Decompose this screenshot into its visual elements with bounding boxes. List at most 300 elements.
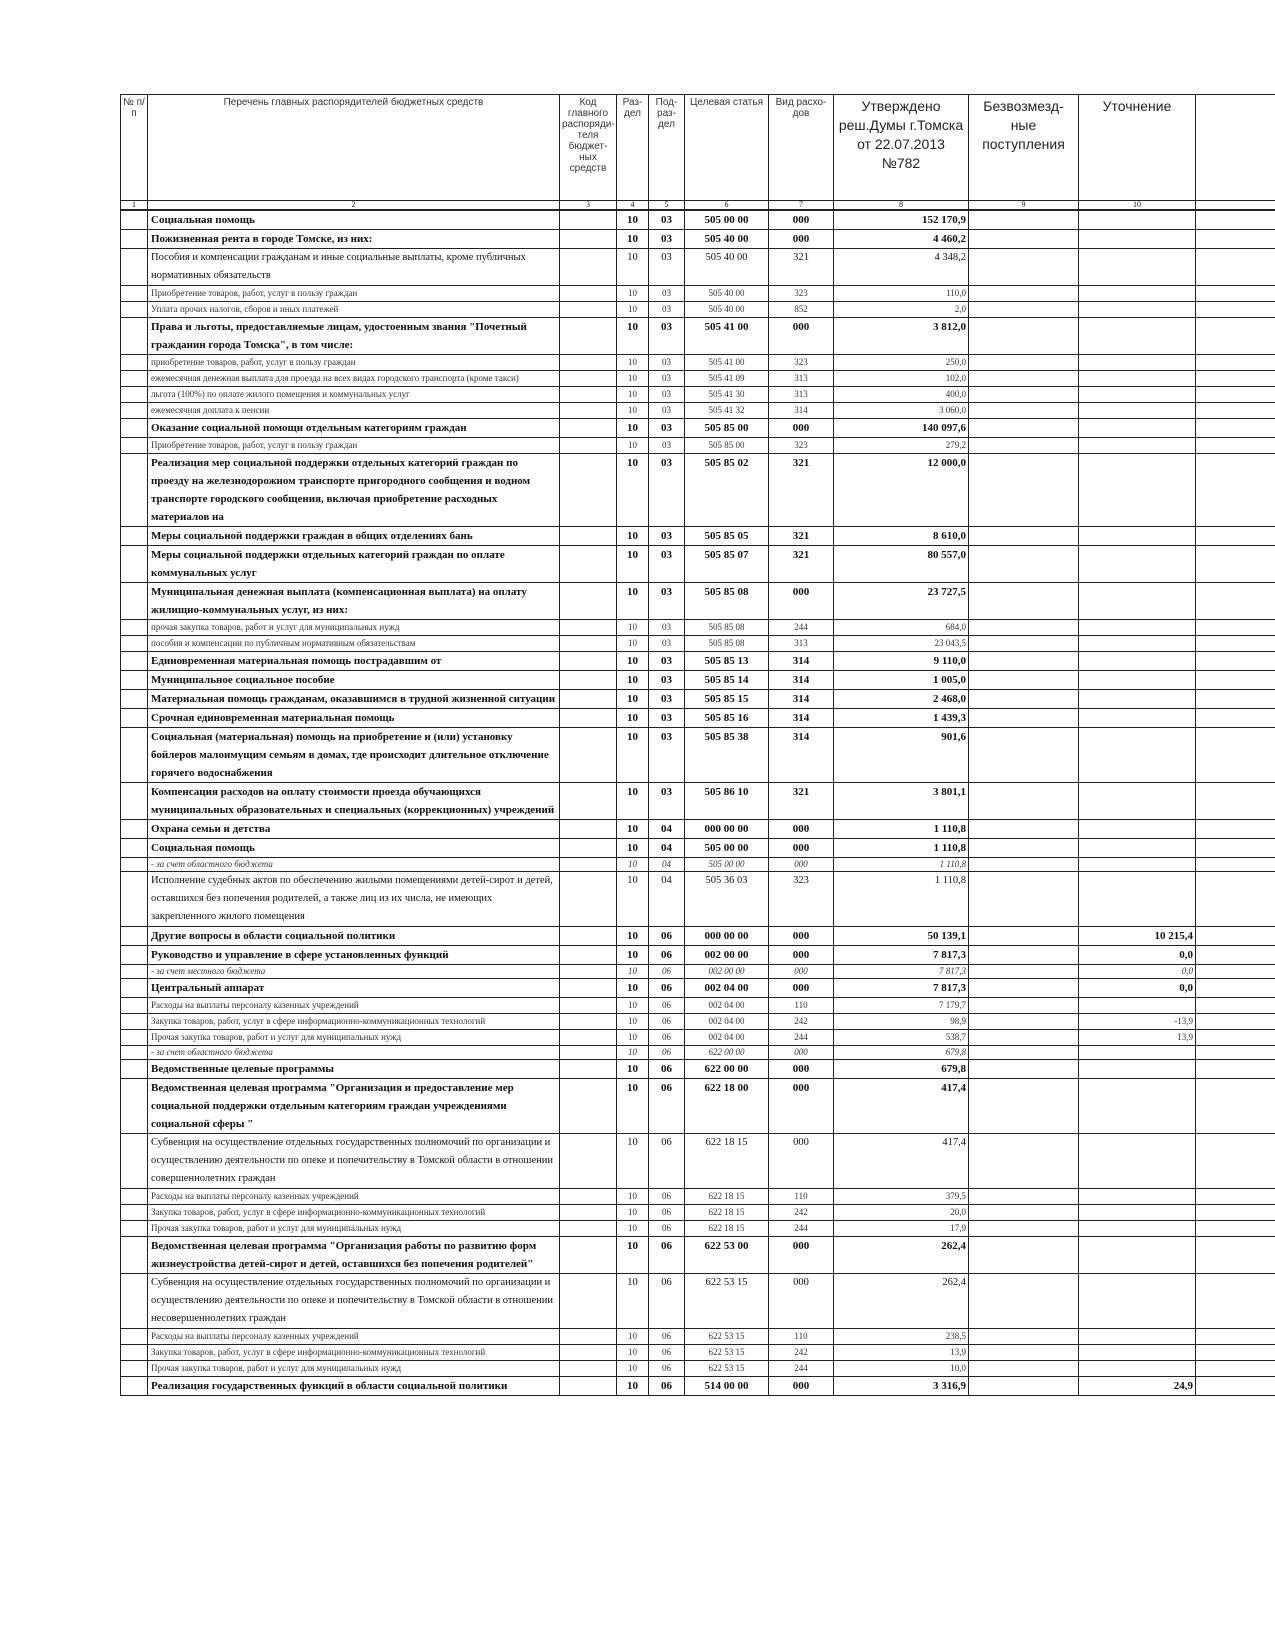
column-number-cell: 8 — [834, 201, 969, 211]
podrazdel-cell: 03 — [649, 355, 685, 371]
razdel-cell: 10 — [617, 438, 649, 454]
podrazdel-cell: 06 — [649, 927, 685, 946]
clarification-cell — [1079, 387, 1196, 403]
razdel-cell: 10 — [617, 302, 649, 318]
item-name-cell: Реализация государственных функций в области социальной политики — [148, 1377, 560, 1396]
item-name-cell: ежемесячная денежная выплата для проезда на всех видах городского транспорта (кроме такси) — [148, 371, 560, 387]
column-number-cell: 10 — [1079, 201, 1196, 211]
vid-cell: 323 — [769, 286, 834, 302]
statya-cell: 505 40 00 — [685, 230, 769, 249]
num-cell — [121, 1329, 148, 1345]
razdel-cell: 10 — [617, 1237, 649, 1274]
num-cell — [121, 728, 148, 783]
num-cell — [121, 438, 148, 454]
statya-cell: 505 85 08 — [685, 636, 769, 652]
statya-cell: 505 85 38 — [685, 728, 769, 783]
razdel-cell: 10 — [617, 249, 649, 286]
code-cell — [560, 1134, 617, 1189]
vid-cell: 000 — [769, 979, 834, 998]
num-cell — [121, 709, 148, 728]
statya-cell: 505 00 00 — [685, 839, 769, 858]
approved-amount-cell: 7 817,3 — [834, 979, 969, 998]
num-cell — [121, 690, 148, 709]
vid-cell: 000 — [769, 1079, 834, 1134]
code-cell — [560, 546, 617, 583]
extra-cell — [1196, 249, 1275, 286]
statya-cell: 505 41 09 — [685, 371, 769, 387]
vid-cell: 000 — [769, 1046, 834, 1060]
num-cell — [121, 546, 148, 583]
podrazdel-cell: 06 — [649, 1329, 685, 1345]
item-name-cell: ежемесячная доплата к пенсии — [148, 403, 560, 419]
num-cell — [121, 419, 148, 438]
approved-amount-cell: 12 000,0 — [834, 454, 969, 527]
approved-amount-cell: 1 110,8 — [834, 839, 969, 858]
statya-cell: 622 18 00 — [685, 1079, 769, 1134]
razdel-cell: 10 — [617, 1046, 649, 1060]
approved-amount-cell: 7 179,7 — [834, 998, 969, 1014]
table-row — [121, 1079, 1275, 1134]
extra-cell — [1196, 998, 1275, 1014]
podrazdel-cell: 06 — [649, 1189, 685, 1205]
item-name-cell: приобретение товаров, работ, услуг в пользу граждан — [148, 355, 560, 371]
vid-cell: 314 — [769, 652, 834, 671]
razdel-cell: 10 — [617, 839, 649, 858]
approved-amount-cell: 23 727,5 — [834, 583, 969, 620]
gratuitous-cell — [969, 355, 1079, 371]
num-cell — [121, 872, 148, 927]
razdel-cell: 10 — [617, 965, 649, 979]
num-cell — [121, 652, 148, 671]
statya-cell: 505 85 13 — [685, 652, 769, 671]
budget-table — [120, 94, 1275, 1396]
table-row — [121, 371, 1275, 387]
code-cell — [560, 690, 617, 709]
vid-cell: 321 — [769, 454, 834, 527]
column-number-row — [121, 201, 1275, 211]
approved-amount-cell: 8 610,0 — [834, 527, 969, 546]
razdel-cell: 10 — [617, 671, 649, 690]
code-cell — [560, 998, 617, 1014]
table-row — [121, 965, 1275, 979]
clarification-cell — [1079, 1329, 1196, 1345]
item-name-cell: Расходы на выплаты персоналу казенных учреждений — [148, 998, 560, 1014]
podrazdel-cell: 03 — [649, 527, 685, 546]
extra-cell — [1196, 690, 1275, 709]
podrazdel-cell: 06 — [649, 1361, 685, 1377]
item-name-cell: - за счет областного бюджета — [148, 1046, 560, 1060]
num-cell — [121, 1377, 148, 1396]
approved-amount-cell: 98,9 — [834, 1014, 969, 1030]
num-cell — [121, 1205, 148, 1221]
clarification-cell — [1079, 230, 1196, 249]
extra-cell — [1196, 583, 1275, 620]
column-number-cell: 9 — [969, 201, 1079, 211]
code-cell — [560, 636, 617, 652]
gratuitous-cell — [969, 839, 1079, 858]
gratuitous-cell — [969, 371, 1079, 387]
clarification-cell — [1079, 636, 1196, 652]
table-row — [121, 1014, 1275, 1030]
header-approved: Утверждено реш.Думы г.Томска от 22.07.2013 №782 — [834, 95, 969, 201]
razdel-cell: 10 — [617, 927, 649, 946]
statya-cell: 622 53 00 — [685, 1237, 769, 1274]
podrazdel-cell: 03 — [649, 583, 685, 620]
num-cell — [121, 527, 148, 546]
num-cell — [121, 839, 148, 858]
podrazdel-cell: 06 — [649, 1030, 685, 1046]
table-row — [121, 728, 1275, 783]
code-cell — [560, 1345, 617, 1361]
razdel-cell: 10 — [617, 230, 649, 249]
clarification-cell — [1079, 1274, 1196, 1329]
statya-cell: 505 41 32 — [685, 403, 769, 419]
vid-cell: 110 — [769, 998, 834, 1014]
gratuitous-cell — [969, 249, 1079, 286]
razdel-cell: 10 — [617, 1060, 649, 1079]
table-row — [121, 419, 1275, 438]
razdel-cell: 10 — [617, 998, 649, 1014]
razdel-cell: 10 — [617, 527, 649, 546]
item-name-cell: - за счет местного бюджета — [148, 965, 560, 979]
extra-cell — [1196, 839, 1275, 858]
num-cell — [121, 1274, 148, 1329]
clarification-cell — [1079, 1345, 1196, 1361]
gratuitous-cell — [969, 979, 1079, 998]
clarification-cell — [1079, 1221, 1196, 1237]
table-row — [121, 872, 1275, 927]
clarification-cell — [1079, 1205, 1196, 1221]
code-cell — [560, 1046, 617, 1060]
statya-cell: 622 53 15 — [685, 1329, 769, 1345]
razdel-cell: 10 — [617, 872, 649, 927]
vid-cell: 313 — [769, 387, 834, 403]
vid-cell: 314 — [769, 690, 834, 709]
table-row — [121, 1205, 1275, 1221]
table-row — [121, 820, 1275, 839]
razdel-cell: 10 — [617, 403, 649, 419]
table-row — [121, 858, 1275, 872]
table-row — [121, 527, 1275, 546]
extra-cell — [1196, 1079, 1275, 1134]
header-vid: Вид расхо-дов — [769, 95, 834, 201]
gratuitous-cell — [969, 636, 1079, 652]
num-cell — [121, 355, 148, 371]
vid-cell: 000 — [769, 1237, 834, 1274]
table-row — [121, 302, 1275, 318]
approved-amount-cell: 1 110,8 — [834, 872, 969, 927]
approved-amount-cell: 80 557,0 — [834, 546, 969, 583]
extra-cell — [1196, 1030, 1275, 1046]
approved-amount-cell: 684,0 — [834, 620, 969, 636]
approved-amount-cell: 7 817,3 — [834, 946, 969, 965]
item-name-cell: Ведомственная целевая программа "Организация и предоставление мер социальной поддержки отдельным категориям граждан учреждениями социальной сферы " — [148, 1079, 560, 1134]
approved-amount-cell: 901,6 — [834, 728, 969, 783]
clarification-cell — [1079, 527, 1196, 546]
code-cell — [560, 1205, 617, 1221]
item-name-cell: Уплата прочих налогов, сборов и иных платежей — [148, 302, 560, 318]
table-row — [121, 652, 1275, 671]
vid-cell: 244 — [769, 620, 834, 636]
num-cell — [121, 286, 148, 302]
vid-cell: 000 — [769, 1060, 834, 1079]
gratuitous-cell — [969, 709, 1079, 728]
approved-amount-cell: 110,0 — [834, 286, 969, 302]
table-row — [121, 454, 1275, 527]
statya-cell: 622 00 00 — [685, 1046, 769, 1060]
vid-cell: 000 — [769, 1134, 834, 1189]
extra-cell — [1196, 419, 1275, 438]
item-name-cell: Единовременная материальная помощь пострадавшим от — [148, 652, 560, 671]
clarification-cell — [1079, 671, 1196, 690]
clarification-cell — [1079, 546, 1196, 583]
podrazdel-cell: 06 — [649, 1134, 685, 1189]
vid-cell: 314 — [769, 709, 834, 728]
item-name-cell: Закупка товаров, работ, услуг в сфере информационно-коммуникационных технологий — [148, 1014, 560, 1030]
code-cell — [560, 1014, 617, 1030]
gratuitous-cell — [969, 387, 1079, 403]
statya-cell: 622 18 15 — [685, 1134, 769, 1189]
razdel-cell: 10 — [617, 419, 649, 438]
vid-cell: 314 — [769, 403, 834, 419]
code-cell — [560, 527, 617, 546]
extra-cell — [1196, 527, 1275, 546]
item-name-cell: Реализация мер социальной поддержки отдельных категорий граждан по проезду на железнодорожном транспорте пригородного сообщения и водном транспорте городского сообщения, включая приобретение расходных материалов на — [148, 454, 560, 527]
podrazdel-cell: 03 — [649, 728, 685, 783]
approved-amount-cell: 417,4 — [834, 1079, 969, 1134]
podrazdel-cell: 06 — [649, 1377, 685, 1396]
table-row — [121, 979, 1275, 998]
statya-cell: 505 40 00 — [685, 286, 769, 302]
table-row — [121, 1046, 1275, 1060]
table-row — [121, 1237, 1275, 1274]
clarification-cell — [1079, 419, 1196, 438]
statya-cell: 000 00 00 — [685, 820, 769, 839]
approved-amount-cell: 7 817,3 — [834, 965, 969, 979]
code-cell — [560, 1189, 617, 1205]
statya-cell: 505 85 14 — [685, 671, 769, 690]
extra-cell — [1196, 1274, 1275, 1329]
statya-cell: 505 85 16 — [685, 709, 769, 728]
vid-cell: 000 — [769, 419, 834, 438]
vid-cell: 000 — [769, 210, 834, 230]
table-row — [121, 249, 1275, 286]
clarification-cell — [1079, 355, 1196, 371]
podrazdel-cell: 03 — [649, 620, 685, 636]
code-cell — [560, 419, 617, 438]
clarification-cell — [1079, 302, 1196, 318]
extra-cell — [1196, 318, 1275, 355]
approved-amount-cell: 1 005,0 — [834, 671, 969, 690]
item-name-cell: Исполнение судебных актов по обеспечению жилыми помещениями детей-сирот и детей, оставшихся без попечения родителей, а также лиц из их числа, не имеющих закрепленного жилого помещения — [148, 872, 560, 927]
gratuitous-cell — [969, 1060, 1079, 1079]
gratuitous-cell — [969, 1189, 1079, 1205]
table-row — [121, 1060, 1275, 1079]
approved-amount-cell: 3 316,9 — [834, 1377, 969, 1396]
razdel-cell: 10 — [617, 1329, 649, 1345]
vid-cell: 000 — [769, 230, 834, 249]
code-cell — [560, 1079, 617, 1134]
razdel-cell: 10 — [617, 355, 649, 371]
gratuitous-cell — [969, 872, 1079, 927]
approved-amount-cell: 1 439,3 — [834, 709, 969, 728]
clarification-cell — [1079, 620, 1196, 636]
vid-cell: 314 — [769, 671, 834, 690]
razdel-cell: 10 — [617, 546, 649, 583]
podrazdel-cell: 03 — [649, 318, 685, 355]
approved-amount-cell: 262,4 — [834, 1237, 969, 1274]
vid-cell: 000 — [769, 1377, 834, 1396]
num-cell — [121, 403, 148, 419]
razdel-cell: 10 — [617, 1345, 649, 1361]
clarification-cell: 24,9 — [1079, 1377, 1196, 1396]
extra-cell — [1196, 1046, 1275, 1060]
num-cell — [121, 387, 148, 403]
podrazdel-cell: 03 — [649, 652, 685, 671]
code-cell — [560, 927, 617, 946]
gratuitous-cell — [969, 728, 1079, 783]
approved-amount-cell: 379,5 — [834, 1189, 969, 1205]
table-row — [121, 1134, 1275, 1189]
vid-cell: 110 — [769, 1189, 834, 1205]
statya-cell: 505 00 00 — [685, 210, 769, 230]
vid-cell: 242 — [769, 1345, 834, 1361]
clarification-cell: -13,9 — [1079, 1014, 1196, 1030]
header-statya: Целевая статья — [685, 95, 769, 201]
column-number-cell: 3 — [560, 201, 617, 211]
header-gratuitous: Безвозмезд-ные поступления — [969, 95, 1079, 201]
item-name-cell: льгота (100%) по оплате жилого помещения и коммунальных услуг — [148, 387, 560, 403]
approved-amount-cell: 2 468,0 — [834, 690, 969, 709]
column-number-cell: 7 — [769, 201, 834, 211]
extra-cell — [1196, 858, 1275, 872]
num-cell — [121, 1079, 148, 1134]
extra-cell — [1196, 709, 1275, 728]
num-cell — [121, 1237, 148, 1274]
podrazdel-cell: 03 — [649, 230, 685, 249]
table-row — [121, 1329, 1275, 1345]
extra-cell — [1196, 1189, 1275, 1205]
podrazdel-cell: 04 — [649, 839, 685, 858]
gratuitous-cell — [969, 1345, 1079, 1361]
approved-amount-cell: 13,9 — [834, 1345, 969, 1361]
item-name-cell: Прочая закупка товаров, работ и услуг для муниципальных нужд — [148, 1221, 560, 1237]
extra-cell — [1196, 1329, 1275, 1345]
razdel-cell: 10 — [617, 783, 649, 820]
code-cell — [560, 1377, 617, 1396]
code-cell — [560, 979, 617, 998]
statya-cell: 505 85 08 — [685, 583, 769, 620]
vid-cell: 321 — [769, 527, 834, 546]
gratuitous-cell — [969, 527, 1079, 546]
item-name-cell: Прочая закупка товаров, работ и услуг для муниципальных нужд — [148, 1361, 560, 1377]
code-cell — [560, 620, 617, 636]
code-cell — [560, 820, 617, 839]
header-clarification: Уточнение — [1079, 95, 1196, 201]
num-cell — [121, 1361, 148, 1377]
code-cell — [560, 709, 617, 728]
vid-cell: 313 — [769, 636, 834, 652]
num-cell — [121, 927, 148, 946]
clarification-cell — [1079, 1134, 1196, 1189]
gratuitous-cell — [969, 1134, 1079, 1189]
gratuitous-cell — [969, 1274, 1079, 1329]
clarification-cell — [1079, 858, 1196, 872]
podrazdel-cell: 03 — [649, 546, 685, 583]
gratuitous-cell — [969, 302, 1079, 318]
item-name-cell: Меры социальной поддержки отдельных категорий граждан по оплате коммунальных услуг — [148, 546, 560, 583]
statya-cell: 505 40 00 — [685, 249, 769, 286]
statya-cell: 505 85 08 — [685, 620, 769, 636]
gratuitous-cell — [969, 454, 1079, 527]
vid-cell: 242 — [769, 1014, 834, 1030]
statya-cell: 002 00 00 — [685, 946, 769, 965]
gratuitous-cell — [969, 1329, 1079, 1345]
item-name-cell: Срочная единовременная материальная помощь — [148, 709, 560, 728]
extra-cell — [1196, 965, 1275, 979]
approved-amount-cell: 279,2 — [834, 438, 969, 454]
table-row — [121, 783, 1275, 820]
num-cell — [121, 946, 148, 965]
vid-cell: 314 — [769, 728, 834, 783]
statya-cell: 622 00 00 — [685, 1060, 769, 1079]
razdel-cell: 10 — [617, 1134, 649, 1189]
item-name-cell: Другие вопросы в области социальной политики — [148, 927, 560, 946]
gratuitous-cell — [969, 1079, 1079, 1134]
razdel-cell: 10 — [617, 1014, 649, 1030]
table-row — [121, 1361, 1275, 1377]
statya-cell: 002 04 00 — [685, 1030, 769, 1046]
num-cell — [121, 230, 148, 249]
statya-cell: 622 53 15 — [685, 1345, 769, 1361]
item-name-cell: Пожизненная рента в городе Томске, из них: — [148, 230, 560, 249]
extra-cell — [1196, 1205, 1275, 1221]
vid-cell: 242 — [769, 1205, 834, 1221]
header-razdel: Раз-дел — [617, 95, 649, 201]
razdel-cell: 10 — [617, 387, 649, 403]
clarification-cell — [1079, 583, 1196, 620]
clarification-cell — [1079, 872, 1196, 927]
column-number-cell: 6 — [685, 201, 769, 211]
num-cell — [121, 210, 148, 230]
table-row — [121, 546, 1275, 583]
clarification-cell — [1079, 820, 1196, 839]
razdel-cell: 10 — [617, 620, 649, 636]
extra-cell — [1196, 728, 1275, 783]
table-row — [121, 636, 1275, 652]
item-name-cell: Оказание социальной помощи отдельным категориям граждан — [148, 419, 560, 438]
gratuitous-cell — [969, 820, 1079, 839]
podrazdel-cell: 04 — [649, 820, 685, 839]
approved-amount-cell: 2,0 — [834, 302, 969, 318]
clarification-cell — [1079, 652, 1196, 671]
num-cell — [121, 1046, 148, 1060]
code-cell — [560, 355, 617, 371]
extra-cell — [1196, 946, 1275, 965]
statya-cell: 622 53 15 — [685, 1274, 769, 1329]
num-cell — [121, 998, 148, 1014]
podrazdel-cell: 06 — [649, 979, 685, 998]
item-name-cell: Руководство и управление в сфере установленных функций — [148, 946, 560, 965]
gratuitous-cell — [969, 965, 1079, 979]
razdel-cell: 10 — [617, 728, 649, 783]
num-cell — [121, 1189, 148, 1205]
extra-cell — [1196, 783, 1275, 820]
razdel-cell: 10 — [617, 636, 649, 652]
code-cell — [560, 1329, 617, 1345]
statya-cell: 002 04 00 — [685, 998, 769, 1014]
approved-amount-cell: 4 348,2 — [834, 249, 969, 286]
